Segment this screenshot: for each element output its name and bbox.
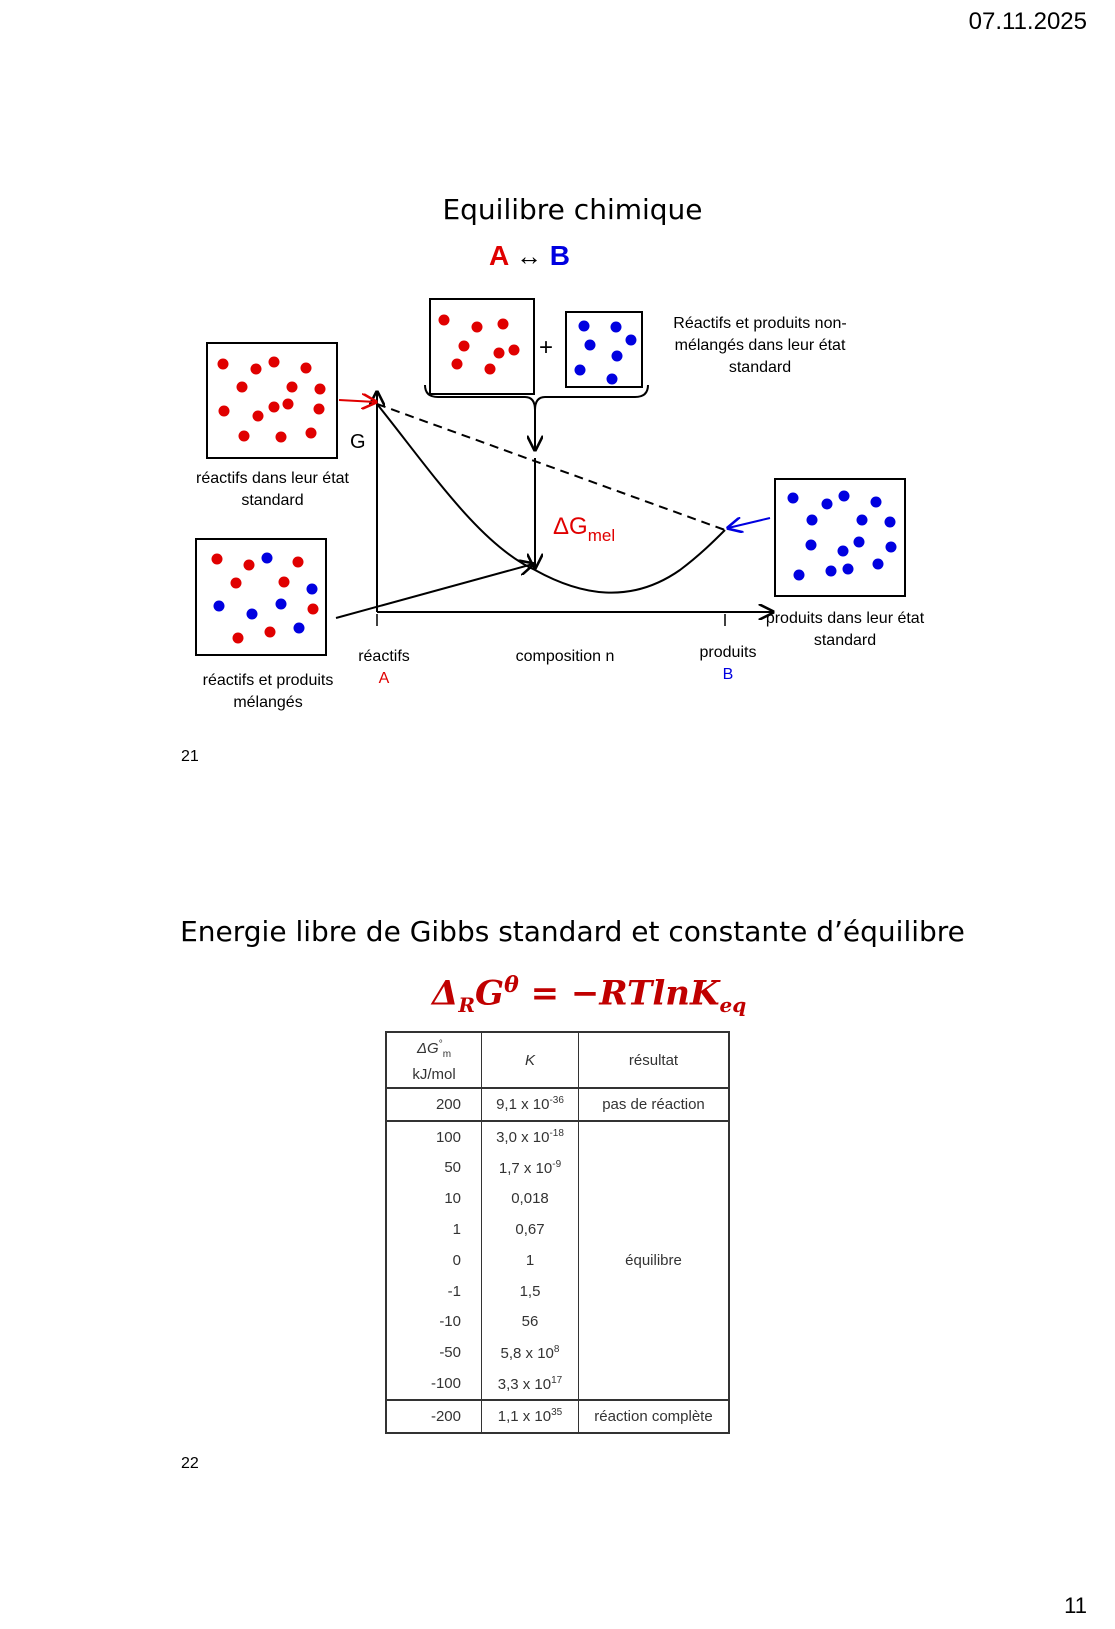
cell-k	[482, 1337, 579, 1368]
particle-dot	[287, 382, 298, 393]
particle-dot	[826, 566, 837, 577]
cell-delta-g: -100	[386, 1368, 482, 1400]
particle-dot	[839, 491, 850, 502]
particle-dot	[276, 599, 287, 610]
dots-products-standard	[788, 491, 897, 581]
dots-reactants-standard	[218, 357, 326, 443]
x-label-products	[688, 642, 768, 686]
arrow-red	[339, 400, 376, 402]
x-label-b: B	[722, 666, 734, 683]
particle-dot	[886, 542, 897, 553]
cell-result: réaction complète	[579, 1400, 730, 1433]
cell-k-mantissa: 56	[521, 1313, 539, 1331]
particle-dot	[239, 431, 250, 442]
header-result: résultat	[579, 1032, 730, 1088]
particle-dot	[607, 374, 618, 385]
particle-dot	[294, 623, 305, 634]
particle-dot	[212, 554, 223, 565]
particle-dot	[585, 340, 596, 351]
cell-delta-g: -1	[386, 1276, 482, 1307]
dashed-standard-line	[377, 404, 725, 530]
cell-k	[482, 1400, 579, 1433]
particle-dot	[575, 365, 586, 376]
reaction-arrow: ↔	[515, 241, 542, 271]
slide-21-title: Equilibre chimique	[442, 193, 703, 226]
particle-dot	[279, 577, 290, 588]
cell-delta-g: 100	[386, 1121, 482, 1153]
particle-dot	[262, 553, 273, 564]
g-axis-label: G	[350, 431, 366, 453]
x-label-reactants	[344, 646, 424, 690]
cell-k	[482, 1121, 579, 1153]
particle-dot	[307, 584, 318, 595]
cell-k-mantissa: 3,0 x 10	[496, 1129, 550, 1147]
particle-dot	[485, 364, 496, 375]
particle-dot	[283, 399, 294, 410]
dots-unmixed-reactants	[439, 315, 520, 375]
cell-k-mantissa: 9,1 x 10	[496, 1096, 550, 1114]
particle-dot	[315, 384, 326, 395]
delta-g-mel: $\Delta G_{mel}$	[553, 513, 616, 545]
particle-dot	[843, 564, 854, 575]
particle-dot	[472, 322, 483, 333]
cell-result: équilibre	[625, 1251, 682, 1269]
cell-k	[482, 1307, 579, 1338]
particle-dot	[794, 570, 805, 581]
particle-dot	[233, 633, 244, 644]
particle-dot	[459, 341, 470, 352]
label-unmixed: Réactifs et produits non-mélangés dans leur état standard	[673, 315, 847, 376]
cell-delta-g: 50	[386, 1153, 482, 1184]
table-header-row	[386, 1032, 729, 1088]
header-k: K	[482, 1032, 579, 1088]
cell-k-exponent: -36	[549, 1095, 564, 1107]
particle-dot	[873, 559, 884, 570]
x-label-products-text: produits	[699, 644, 757, 661]
cell-result: pas de réaction	[579, 1088, 730, 1121]
cell-k-mantissa: 1,1 x 10	[497, 1408, 552, 1426]
label-products-standard: produits dans leur état standard	[765, 610, 925, 649]
box-unmixed-reactants	[430, 299, 534, 394]
cell-k-exponent: 17	[551, 1374, 563, 1386]
particle-dot	[237, 382, 248, 393]
particle-dot	[871, 497, 882, 508]
cell-k-mantissa: 0,018	[511, 1190, 549, 1208]
table-row	[386, 1400, 729, 1433]
date: 07.11.2025	[968, 8, 1087, 35]
cell-delta-g: 200	[386, 1088, 482, 1121]
arrow-blue	[728, 518, 770, 528]
slide-21-number: 21	[181, 748, 199, 765]
particle-dot	[857, 515, 868, 526]
particle-dot	[806, 540, 817, 551]
particle-dot	[885, 517, 896, 528]
cell-k-exponent: 8	[553, 1343, 560, 1355]
cell-k-mantissa: 3,3 x 10	[497, 1375, 552, 1393]
cell-delta-g: 0	[386, 1245, 482, 1276]
cell-k-mantissa: 0,67	[515, 1221, 545, 1239]
slide-22-number: 22	[181, 1455, 199, 1472]
arrow-mixed	[336, 564, 533, 618]
particle-dot	[247, 609, 258, 620]
cell-k	[482, 1368, 579, 1400]
particle-dot	[269, 402, 280, 413]
reaction-a: A	[489, 240, 509, 271]
header-unit: kJ/mol	[412, 1066, 456, 1083]
dots-unmixed-products	[575, 321, 637, 385]
table-row	[386, 1121, 729, 1153]
gibbs-curve	[377, 404, 725, 593]
particle-dot	[807, 515, 818, 526]
label-mixed: réactifs et produits mélangés	[202, 672, 334, 711]
particle-dot	[509, 345, 520, 356]
particle-dot	[452, 359, 463, 370]
particle-dot	[219, 406, 230, 417]
cell-k	[482, 1153, 579, 1184]
cell-delta-g: -10	[386, 1307, 482, 1338]
particle-dot	[306, 428, 317, 439]
cell-k	[482, 1245, 579, 1276]
particle-dot	[494, 348, 505, 359]
brace	[425, 385, 648, 410]
particle-dot	[498, 319, 509, 330]
cell-delta-g: 10	[386, 1183, 482, 1214]
particle-dot	[626, 335, 637, 346]
particle-dot	[293, 557, 304, 568]
particle-dot	[612, 351, 623, 362]
cell-delta-g: -200	[386, 1400, 482, 1433]
particle-dot	[253, 411, 264, 422]
particle-dot	[269, 357, 280, 368]
particle-dot	[838, 546, 849, 557]
particle-dot	[276, 432, 287, 443]
cell-k	[482, 1183, 579, 1214]
gibbs-table	[385, 1031, 730, 1434]
cell-k-mantissa: 1,7 x 10	[498, 1159, 553, 1177]
cell-k	[482, 1214, 579, 1245]
slide-22-title: Energie libre de Gibbs standard et constante d’équilibre	[180, 915, 965, 948]
particle-dot	[231, 578, 242, 589]
particle-dot	[788, 493, 799, 504]
cell-k-exponent: -9	[552, 1158, 562, 1170]
page-number: 11	[1064, 1593, 1087, 1618]
particle-dot	[611, 322, 622, 333]
cell-k-exponent: -18	[549, 1128, 564, 1140]
x-label-a: A	[378, 670, 390, 687]
particle-dot	[308, 604, 319, 615]
particle-dot	[218, 359, 229, 370]
particle-dot	[314, 404, 325, 415]
particle-dot	[214, 601, 225, 612]
cell-k	[482, 1276, 579, 1307]
particle-dot	[265, 627, 276, 638]
particle-dot	[244, 560, 255, 571]
particle-dot	[301, 363, 312, 374]
particle-dot	[854, 537, 865, 548]
reaction-b: B	[549, 240, 570, 271]
cell-delta-g: 1	[386, 1214, 482, 1245]
dots-mixed	[212, 553, 319, 644]
cell-k-exponent: 35	[551, 1407, 563, 1419]
particle-dot	[822, 499, 833, 510]
cell-k-mantissa: 1,5	[519, 1282, 541, 1300]
plus-sign: +	[538, 334, 554, 361]
box-unmixed-products	[566, 312, 642, 387]
particle-dot	[439, 315, 450, 326]
gibbs-formula: $\Delta_RG^\theta = -RTlnK_{eq}$	[432, 972, 747, 1018]
particle-dot	[579, 321, 590, 332]
cell-k	[482, 1088, 579, 1121]
table-row	[386, 1088, 729, 1121]
x-label-composition: composition n	[515, 648, 615, 665]
label-reactants-standard: réactifs dans leur état standard	[196, 470, 349, 509]
header-delta-g: $\Delta G^\circ_m$ kJ/mol	[386, 1032, 482, 1088]
particle-dot	[251, 364, 262, 375]
cell-k-mantissa: 5,8 x 10	[500, 1344, 554, 1362]
x-label-reactants-text: réactifs	[358, 648, 410, 665]
cell-delta-g: -50	[386, 1337, 482, 1368]
cell-k-mantissa: 1	[525, 1251, 535, 1269]
